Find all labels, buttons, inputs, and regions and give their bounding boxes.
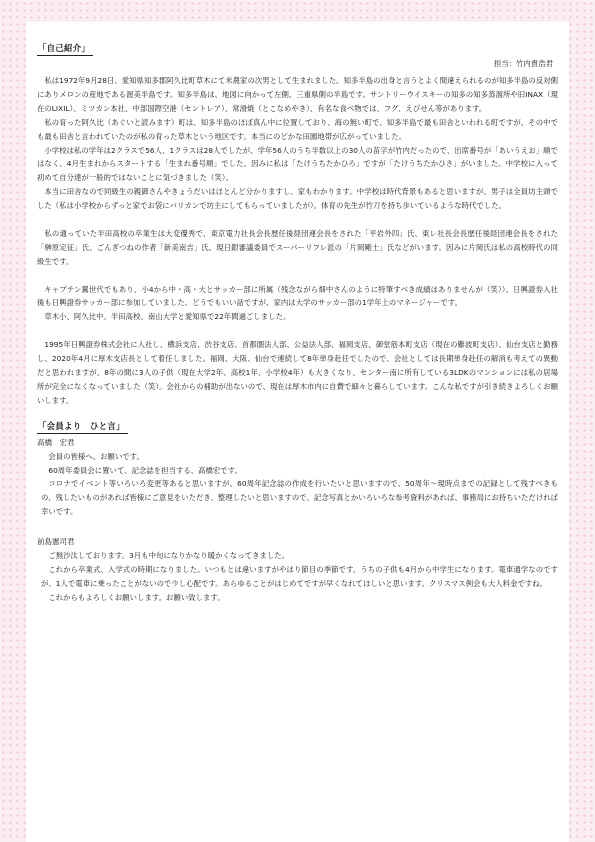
message-author: 高橋 宏君 xyxy=(37,437,75,447)
message-paragraph: コロナでイベント等いろいろ変更等あると思いますが、60周年記念誌の作成を行いたいと思いますので、50周年～現時点までの記録として残すべきもの、残したいものがあれば皆様にご意見をいただき、整理したいと思いますので、記念写真とかいろいろな参考資料があれば、事務局にお持ちいただければ幸いです。 xyxy=(41,479,558,517)
message-paragraph: 会員の皆様へ、お願いです。 xyxy=(48,451,144,461)
intro-paragraph: 1995年日興證券株式会社に入社し、横浜支店、渋谷支店、首都圏法人部、公益法人部、福岡支店、御堂筋本町支店（現在の難波町支店）、仙台支店と勤務し、2020年4月に厚木支店長として着任しました。福岡、大阪、仙台で連続して8年単身赴任でしたので、会社としては長期単身赴任の解消も考えての異動だと思われますが、8年の間に3人の子供（現在大学2年、高校1年、小学校4年）も大きくなり、センター南に所有している3LDKのマンションには私の居場所が完全になくなっていました（笑）。会社からの補助が出ないので、現在は厚木市内に自費で細々と暮らしています。こんな私ですが引き続きよろしくお願いします。 xyxy=(37,340,558,405)
message-paragraph: これから卒業式、入学式の時期になりました。いつもとは違いますがやはり節目の季節です。うちの子供も4月から中学生になります。電車通学なのですが、1人で電車に乗ったことがないので少し心配です。あらゆることがはじめてですが早くなれてほしいと思います。クリスマス例会も大人料金ですね。 xyxy=(41,564,558,588)
intro-body xyxy=(37,74,558,408)
intro-paragraph: 小学校は私の学年は2クラスで56人、1クラスは28人でしたが、学年56人のうち半数以上の30人の苗字が竹内だったので、出席番号が「あいうえお」順ではなく、4月生まれからスタートする「生まれ番号順」でした。因みに私は「たけうちたかひろ」ですが「たけうちたかひさ」がいました。中学校に入って初めて自分達が一般的ではないことに気づきました（笑）。 xyxy=(37,145,558,183)
paragraph-spacer xyxy=(37,519,558,533)
author-credit: 担当：竹内貴浩君 xyxy=(493,59,553,68)
intro-paragraph: 本当に田舎なので同級生の親御さんやきょうだいはほとんど分かりますし、家もわかります。中学校は時代背景もあると思いますが、男子は全員坊主頭でした（私は小学校からずっと家でお袋にバリカンで坊主にしてもらっていましたが）。体育の先生が竹刀を持ち歩いているような時代でした。 xyxy=(37,187,558,211)
message-paragraph: ご無沙汰しております。3月も中旬になりかなり暖かくなってきました。 xyxy=(48,550,290,560)
messages-section xyxy=(37,414,558,605)
document-page xyxy=(26,22,569,842)
section-title-messages: 「会員より ひと言」 xyxy=(37,420,128,434)
message-entry xyxy=(37,436,558,519)
message-paragraph: 60周年委員会に置いて、記念誌を担当する、高橋宏です。 xyxy=(48,465,242,475)
intro-paragraph: キャプテン翼世代でもあり、小4から中・高・大とサッカー部に所属（残念ながら畑中さんのように特筆すべき成績はありませんが（笑））。日興證券入社後も日興證券サッカー部に参加していました。どうでもいい話ですが、家内は大学のサッカー部の1学年上のマネージャーです。 xyxy=(37,284,558,308)
intro-paragraph: 私は1972年9月28日、愛知県知多郡阿久比町草木にて米農家の次男として生まれました。知多半島の出身と言うとよく間違えられるのが知多半島の反対側にありメロンの産地である渥美半島です。知多半島は、地図に向かって左側、三重県側の半島です。サントリーウイスキーの知多の知多蒸溜所や旧INAX（現在のLIXIL）、ミツカン本社、中部国際空港（セントレア）、常滑焼（とこなめやき）、有名な食べ物では、フグ、えびせん等があります。 xyxy=(37,76,558,113)
message-entry xyxy=(37,535,558,605)
message-author: 前島憲司君 xyxy=(37,537,75,547)
paragraph-spacer xyxy=(37,213,558,227)
section-title-intro: 「自己紹介」 xyxy=(37,42,93,56)
intro-paragraph: 私の育った阿久比（あぐいと読みます）町は、知多半島のほぼ真ん中に位置しており、海の無い町で、知多半島で最も田舎といわれる町ですが、その中でも最も田舎と言われていたのが私の育った草木という地区です。本当にのどかな田園地帯が広がっていました。 xyxy=(37,117,558,141)
intro-section xyxy=(37,36,558,408)
paragraph-spacer xyxy=(37,269,558,283)
message-paragraph: これからもよろしくお願いします。お願い致します。 xyxy=(48,592,225,602)
intro-paragraph: 草木小、阿久比中、半田高校、南山大学と愛知県で22年間過ごしました。 xyxy=(44,312,291,322)
paragraph-spacer xyxy=(37,324,558,338)
intro-paragraph: 私の通っていた半田高校の卒業生は大変優秀で、東京電力社長会長歴任後経団連会長をされた「平岩外四」氏、東レ社長会長歴任後経団連会長をされた「榊原定征」氏、ごんぎつねの作者「新美南吉」氏、現日銀審議委員でスーパーリフレ派の「片岡剛士」氏などがいます。因みに片岡氏は私の高校時代の同級生です。 xyxy=(37,228,558,266)
